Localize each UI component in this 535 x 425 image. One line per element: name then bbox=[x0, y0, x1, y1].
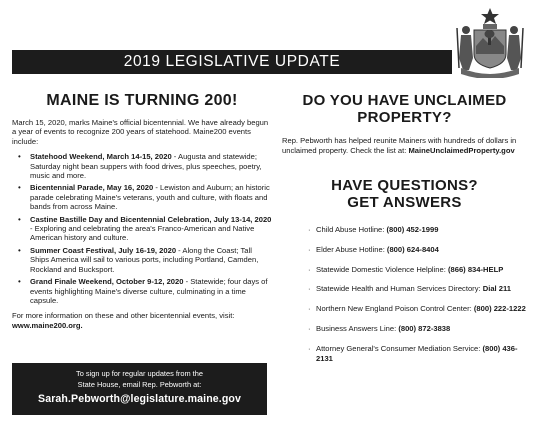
hotline-item bbox=[308, 245, 527, 255]
bullet-icon: · bbox=[308, 264, 311, 274]
page-title-banner bbox=[12, 50, 452, 74]
hotline-item bbox=[308, 344, 527, 364]
event-item bbox=[18, 183, 272, 211]
bicentennial-intro: March 15, 2020, marks Maine's official bicentennial. We have already begun a year of events to recognize 200 years of statehood. Maine200 events include: bbox=[12, 118, 269, 146]
hotline-number: (866) 834-HELP bbox=[447, 264, 504, 274]
info-section bbox=[282, 92, 527, 373]
event-title: Bicentennial Parade, May 16, 2020 bbox=[30, 183, 154, 193]
bullet-icon: · bbox=[308, 225, 311, 234]
event-title: Summer Coast Festival, July 16-19, 2020 bbox=[30, 245, 177, 255]
signup-line-1: To sign up for regular updates from the bbox=[76, 369, 203, 378]
signup-box bbox=[12, 363, 267, 415]
hotline-number: (800) 624-8404 bbox=[386, 244, 439, 254]
bullet-icon: · bbox=[308, 284, 311, 294]
hotline-item bbox=[308, 304, 527, 314]
maine-state-seal-icon bbox=[453, 6, 527, 78]
hotline-item bbox=[308, 324, 527, 334]
event-title: Grand Finale Weekend, October 9-12, 2020 bbox=[30, 277, 184, 287]
bullet-icon: • bbox=[18, 214, 21, 224]
event-desc: - Exploring and celebrating the area's Franco-American and Native American history and culture. bbox=[30, 224, 255, 243]
unclaimed-heading-line-2: PROPERTY? bbox=[357, 109, 452, 126]
bicentennial-section bbox=[12, 92, 272, 330]
bullet-icon: • bbox=[18, 245, 21, 255]
event-item bbox=[18, 277, 272, 305]
signup-line-2: State House, email Rep. Pebworth at: bbox=[77, 380, 202, 389]
event-desc: - Statewide; four days of events highlighting Maine's diverse culture, culminating in a time capsule. bbox=[30, 277, 268, 305]
bullet-icon: • bbox=[18, 277, 21, 287]
hotline-label: Statewide Domestic Violence Helpline: bbox=[316, 264, 448, 274]
hotline-label: Northern New England Poison Control Center: bbox=[316, 304, 474, 314]
hotline-number: (800) 872-3838 bbox=[398, 323, 451, 333]
hotline-number: Dial 211 bbox=[482, 284, 512, 294]
event-item bbox=[18, 215, 272, 243]
page-title: 2019 LEGISLATIVE UPDATE bbox=[123, 53, 341, 70]
questions-heading-line-1: HAVE QUESTIONS? bbox=[331, 177, 478, 194]
bullet-icon: · bbox=[308, 343, 311, 353]
event-desc: - Augusta and statewide; Saturday night bean suppers with food drives, plus speeches, poetry, music and more. bbox=[30, 152, 262, 181]
unclaimed-property-link[interactable]: MaineUnclaimedProperty.gov bbox=[408, 146, 515, 155]
questions-heading bbox=[282, 177, 527, 211]
unclaimed-text bbox=[282, 136, 527, 156]
event-title: Castine Bastille Day and Bicentennial Celebration, July 13-14, 2020 bbox=[30, 214, 272, 224]
hotline-number: (800) 436-2131 bbox=[316, 343, 518, 363]
hotline-item bbox=[308, 284, 527, 294]
unclaimed-heading bbox=[282, 92, 527, 126]
event-desc: - Along the Coast; Tall Ships America will sail to various ports, including Portland, Camden, Rockland and Bucksport. bbox=[30, 245, 259, 274]
hotline-item bbox=[308, 225, 527, 235]
hotline-number: (800) 222-1222 bbox=[473, 304, 526, 314]
events-list bbox=[18, 152, 272, 305]
unclaimed-body: Rep. Pebworth has helped reunite Mainers with hundreds of dollars in unclaimed property. Check the list at: bbox=[282, 136, 517, 155]
hotline-label: Attorney General's Consumer Mediation Service: bbox=[316, 343, 483, 353]
hotline-number: (800) 452-1999 bbox=[386, 225, 439, 234]
event-desc: - Lewiston and Auburn; an historic parade celebrating Maine's veterans, youth and culture, with floats and bands from across Maine. bbox=[30, 183, 270, 212]
hotline-label: Elder Abuse Hotline: bbox=[316, 244, 387, 254]
bullet-icon: • bbox=[18, 183, 21, 193]
hotline-label: Statewide Health and Human Services Directory: bbox=[316, 284, 483, 294]
bicentennial-heading: MAINE IS TURNING 200! bbox=[46, 92, 238, 109]
event-item bbox=[18, 246, 272, 274]
bullet-icon: · bbox=[308, 323, 311, 333]
hotlines-list bbox=[308, 225, 527, 363]
maine200-link[interactable]: www.maine200.org. bbox=[12, 320, 83, 330]
more-info bbox=[12, 311, 272, 330]
event-item bbox=[18, 152, 272, 180]
bullet-icon: • bbox=[18, 152, 21, 162]
hotline-label: Business Answers Line: bbox=[316, 323, 399, 333]
more-info-text: For more information on these and other bicentennial events, visit: bbox=[12, 311, 235, 321]
event-title: Statehood Weekend, March 14-15, 2020 bbox=[30, 152, 172, 162]
signup-email-link[interactable]: Sarah.Pebworth@legislature.maine.gov bbox=[38, 393, 241, 405]
hotline-item bbox=[308, 265, 527, 275]
bullet-icon: · bbox=[308, 244, 311, 254]
bullet-icon: · bbox=[308, 304, 311, 314]
questions-heading-line-2: GET ANSWERS bbox=[347, 194, 462, 211]
unclaimed-heading-line-1: DO YOU HAVE UNCLAIMED bbox=[302, 92, 507, 109]
hotline-label: Child Abuse Hotline: bbox=[316, 225, 387, 234]
